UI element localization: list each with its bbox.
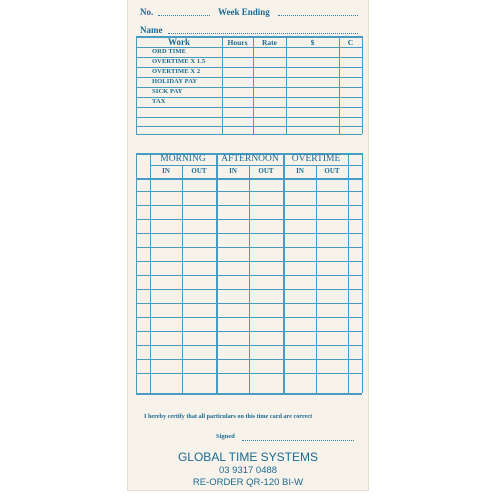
company-name: GLOBAL TIME SYSTEMS xyxy=(177,450,319,464)
no-label: No. xyxy=(140,7,154,17)
week-ending-label: Week Ending xyxy=(218,7,270,17)
morning-in-header: IN xyxy=(162,167,170,175)
shift-overtime: OVERTIME xyxy=(291,154,341,164)
signed-label: Signed xyxy=(216,433,235,440)
no-field[interactable] xyxy=(158,15,210,16)
reorder-code: RE-ORDER QR-120 BI-W xyxy=(192,477,304,488)
col-cents: C xyxy=(347,38,354,47)
shift-afternoon: AFTERNOON xyxy=(221,154,279,164)
row-overtime-1-5: OVERTIME X 1.5 xyxy=(152,58,206,65)
col-work: Work xyxy=(167,37,190,47)
row-holiday-pay: HOLIDAY PAY xyxy=(152,78,198,85)
morning-out-header: OUT xyxy=(191,167,207,175)
signature-field[interactable] xyxy=(242,440,354,441)
certify-statement: I hereby certify that all particulars on this time card are correct xyxy=(144,413,313,420)
shift-morning: MORNING xyxy=(160,154,206,164)
afternoon-in-header: IN xyxy=(229,167,237,175)
week-ending-field[interactable] xyxy=(278,15,358,16)
time-table xyxy=(136,153,362,394)
overtime-out-header: OUT xyxy=(324,167,340,175)
row-sick-pay: SICK PAY xyxy=(152,88,183,95)
col-rate: Rate xyxy=(262,38,277,47)
overtime-in-header: IN xyxy=(296,167,304,175)
row-ord-time: ORD TIME xyxy=(152,48,187,55)
col-hours: Hours xyxy=(227,38,248,47)
afternoon-out-header: OUT xyxy=(258,167,274,175)
time-card xyxy=(128,0,368,490)
company-phone: 03 9317 0488 xyxy=(218,465,278,476)
row-overtime-2: OVERTIME X 2 xyxy=(152,68,201,75)
name-label: Name xyxy=(140,25,163,35)
col-dollars: $ xyxy=(310,38,315,47)
name-field[interactable] xyxy=(168,33,358,34)
row-tax: TAX xyxy=(152,98,166,105)
pay-table xyxy=(136,36,362,135)
